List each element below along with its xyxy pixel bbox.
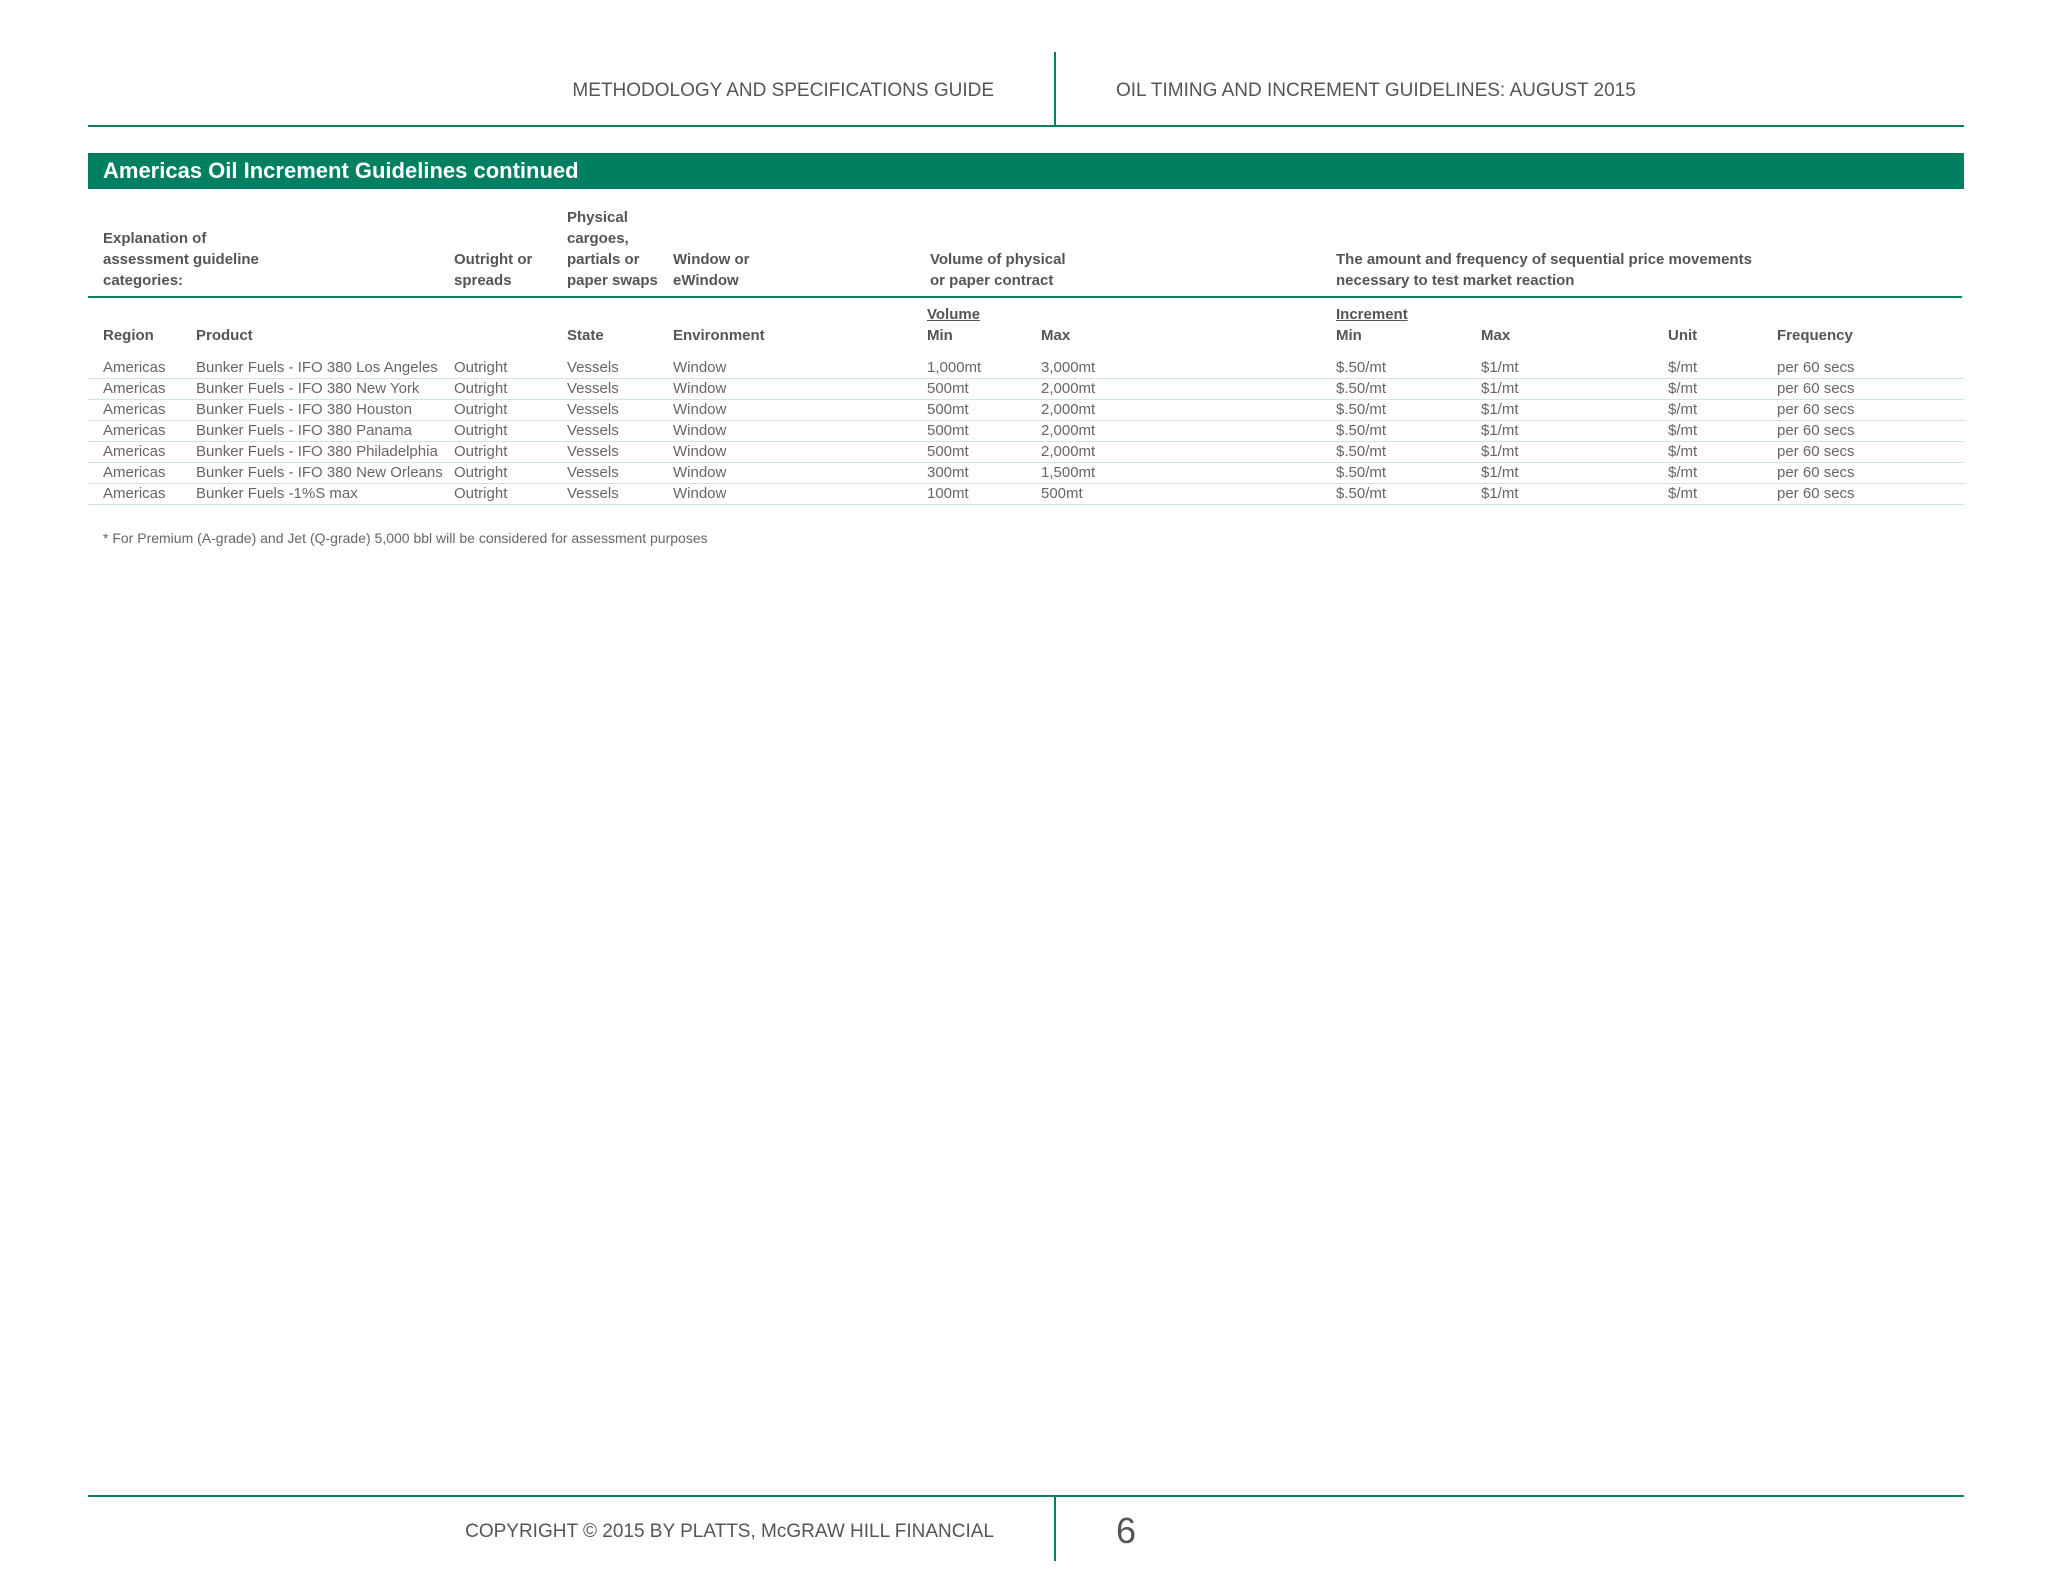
cell-state: Vessels [567, 464, 619, 481]
cell-environment: Window [673, 422, 727, 439]
col-frequency: Frequency [1777, 327, 1853, 344]
cell-product: Bunker Fuels - IFO 380 New York [196, 380, 420, 397]
cell-type: Outright [454, 380, 508, 397]
cell-volume-max: 2,000mt [1041, 422, 1096, 439]
footer-copyright: COPYRIGHT © 2015 BY PLATTS, McGRAW HILL FINANCIAL [465, 1521, 994, 1542]
table-row [88, 462, 1964, 484]
cell-environment: Window [673, 443, 727, 460]
cell-unit: $/mt [1668, 359, 1698, 376]
cell-region: Americas [103, 485, 166, 502]
table-row [88, 441, 1964, 463]
table-row [88, 357, 1964, 379]
explain-window: Window or eWindow [673, 251, 750, 289]
cell-region: Americas [103, 443, 166, 460]
table-footnote: * For Premium (A-grade) and Jet (Q-grade) 5,000 bbl will be considered for assessment purposes [103, 530, 708, 546]
cell-increment-max: $1/mt [1481, 443, 1519, 460]
header-divider [1054, 52, 1056, 126]
cell-unit: $/mt [1668, 485, 1698, 502]
cell-type: Outright [454, 485, 508, 502]
cell-volume-min: 300mt [927, 464, 969, 481]
cell-increment-max: $1/mt [1481, 359, 1519, 376]
cell-product: Bunker Fuels - IFO 380 New Orleans [196, 464, 443, 481]
cell-type: Outright [454, 464, 508, 481]
col-increment-min: Min [1336, 327, 1362, 344]
cell-frequency: per 60 secs [1777, 464, 1855, 481]
cell-increment-max: $1/mt [1481, 485, 1519, 502]
cell-increment-max: $1/mt [1481, 401, 1519, 418]
col-volume-min: Min [927, 327, 953, 344]
cell-volume-min: 500mt [927, 401, 969, 418]
cell-product: Bunker Fuels -1%S max [196, 485, 358, 502]
col-volume-group: Volume [927, 306, 981, 323]
table-row [88, 420, 1964, 442]
explain-outright: Outright or spreads [454, 251, 533, 289]
cell-product: Bunker Fuels - IFO 380 Los Angeles [196, 359, 438, 376]
col-increment-group: Increment [1336, 306, 1408, 323]
cell-increment-max: $1/mt [1481, 464, 1519, 481]
cell-frequency: per 60 secs [1777, 401, 1855, 418]
footer-divider [1054, 1495, 1056, 1561]
cell-volume-max: 2,000mt [1041, 401, 1096, 418]
col-region: Region [103, 327, 154, 344]
cell-volume-min: 500mt [927, 443, 969, 460]
cell-state: Vessels [567, 401, 619, 418]
cell-region: Americas [103, 422, 166, 439]
cell-region: Americas [103, 464, 166, 481]
cell-increment-min: $.50/mt [1336, 443, 1387, 460]
col-unit: Unit [1668, 327, 1698, 344]
cell-environment: Window [673, 380, 727, 397]
col-increment-max: Max [1481, 327, 1511, 344]
cell-environment: Window [673, 464, 727, 481]
cell-state: Vessels [567, 359, 619, 376]
cell-volume-min: 1,000mt [927, 359, 982, 376]
cell-region: Americas [103, 380, 166, 397]
cell-state: Vessels [567, 443, 619, 460]
table-row [88, 378, 1964, 400]
cell-unit: $/mt [1668, 380, 1698, 397]
cell-unit: $/mt [1668, 401, 1698, 418]
cell-product: Bunker Fuels - IFO 380 Panama [196, 422, 412, 439]
cell-frequency: per 60 secs [1777, 485, 1855, 502]
cell-type: Outright [454, 359, 508, 376]
cell-increment-max: $1/mt [1481, 422, 1519, 439]
cell-region: Americas [103, 401, 166, 418]
cell-frequency: per 60 secs [1777, 443, 1855, 460]
cell-region: Americas [103, 359, 166, 376]
cell-state: Vessels [567, 485, 619, 502]
cell-type: Outright [454, 401, 508, 418]
cell-increment-min: $.50/mt [1336, 401, 1387, 418]
cell-frequency: per 60 secs [1777, 380, 1855, 397]
page-number: 6 [1116, 1510, 1137, 1551]
col-product: Product [196, 327, 253, 344]
table-row [88, 483, 1964, 505]
col-volume-max: Max [1041, 327, 1071, 344]
cell-increment-min: $.50/mt [1336, 422, 1387, 439]
cell-state: Vessels [567, 422, 619, 439]
cell-type: Outright [454, 422, 508, 439]
col-environment: Environment [673, 327, 765, 344]
cell-volume-max: 500mt [1041, 485, 1083, 502]
explain-categories: Explanation of assessment guideline categories: [103, 230, 259, 289]
table-row [88, 399, 1964, 421]
cell-volume-min: 500mt [927, 422, 969, 439]
col-state: State [567, 327, 604, 344]
cell-volume-max: 2,000mt [1041, 380, 1096, 397]
cell-increment-min: $.50/mt [1336, 359, 1387, 376]
explain-physical: Physical cargoes, partials or paper swaps [567, 209, 658, 289]
cell-increment-min: $.50/mt [1336, 380, 1387, 397]
header-section-title: OIL TIMING AND INCREMENT GUIDELINES: AUGUST 2015 [1116, 80, 1636, 101]
cell-increment-min: $.50/mt [1336, 485, 1387, 502]
cell-increment-max: $1/mt [1481, 380, 1519, 397]
cell-unit: $/mt [1668, 422, 1698, 439]
section-banner: Americas Oil Increment Guidelines continued [88, 153, 1964, 189]
footer-rule [88, 1495, 1964, 1497]
cell-environment: Window [673, 401, 727, 418]
cell-frequency: per 60 secs [1777, 422, 1855, 439]
cell-volume-min: 100mt [927, 485, 969, 502]
cell-volume-max: 2,000mt [1041, 443, 1096, 460]
cell-state: Vessels [567, 380, 619, 397]
cell-volume-max: 1,500mt [1041, 464, 1096, 481]
cell-volume-max: 3,000mt [1041, 359, 1096, 376]
cell-product: Bunker Fuels - IFO 380 Philadelphia [196, 443, 438, 460]
cell-increment-min: $.50/mt [1336, 464, 1387, 481]
cell-unit: $/mt [1668, 464, 1698, 481]
cell-environment: Window [673, 359, 727, 376]
header-rule [88, 125, 1964, 127]
cell-product: Bunker Fuels - IFO 380 Houston [196, 401, 412, 418]
cell-unit: $/mt [1668, 443, 1698, 460]
explain-volume: Volume of physical or paper contract [930, 251, 1066, 289]
cell-volume-min: 500mt [927, 380, 969, 397]
cell-environment: Window [673, 485, 727, 502]
explain-amount: The amount and frequency of sequential price movements necessary to test market reaction [1336, 251, 1752, 289]
cell-frequency: per 60 secs [1777, 359, 1855, 376]
header-guide-title: METHODOLOGY AND SPECIFICATIONS GUIDE [572, 80, 994, 101]
cell-type: Outright [454, 443, 508, 460]
table-header-rule [88, 296, 1962, 298]
